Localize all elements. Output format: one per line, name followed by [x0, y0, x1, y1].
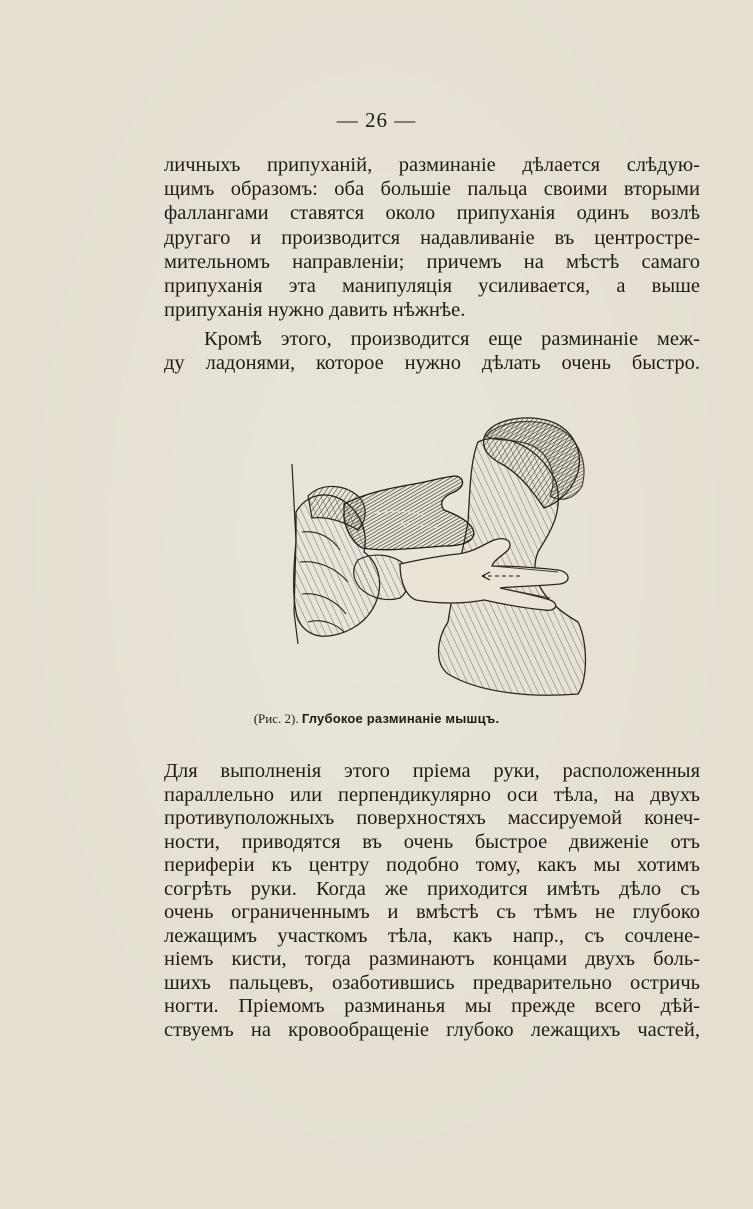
second-paragraph	[164, 327, 700, 375]
text-line: личныхъ припуханій, разминаніе дѣлается слѣдую-	[164, 154, 700, 176]
text-line: мительномъ направленіи; причемъ на мѣстѣ самаго	[164, 250, 700, 273]
text-line: ду ладонями, которое нужно дѣлать очень быстро.	[164, 352, 700, 375]
top-paragraph	[164, 153, 700, 322]
text-line: фаллангами ставятся около припуханія одинъ возлѣ	[164, 202, 700, 225]
text-line: противуположныхъ поверхностяхъ массируемой конеч-	[164, 807, 700, 830]
bottom-paragraph	[164, 760, 700, 1043]
text-line: лежащимъ участкомъ тѣла, какъ напр., съ сочлене-	[164, 924, 700, 947]
text-line: Кромѣ этого, производится еще разминаніе меж-	[204, 328, 700, 350]
text-line: ніемъ кисти, тогда разминаютъ концами двухъ боль-	[164, 948, 700, 971]
figure-caption	[0, 711, 753, 727]
figure-illustration	[288, 412, 600, 700]
text-line: ности, приводятся въ очень быстрое движеніе отъ	[164, 830, 700, 853]
text-line: припуханія эта манипуляція усиливается, а выше	[164, 274, 700, 297]
text-line: шихъ пальцевъ, озаботившись предварительно остричь	[164, 971, 700, 994]
text-line: ствуемъ на кровообращеніе глубоко лежащихъ частей,	[164, 1019, 700, 1042]
text-line: ногти. Пріемомъ разминанья мы прежде всего дѣй-	[164, 995, 700, 1018]
caption-title: Глубокое разминаніе мышцъ.	[301, 711, 500, 726]
text-line: согрѣть руки. Когда же приходится имѣть дѣло съ	[164, 877, 700, 900]
text-line: другаго и производится надавливаніе въ центростре-	[164, 226, 700, 249]
text-line: параллельно или перпендикулярно оси тѣла, на двухъ	[164, 783, 700, 806]
text-line: щимъ образомъ: оба большіе пальца своими вторыми	[164, 178, 700, 201]
massage-hands-engraving	[288, 412, 600, 700]
text-line: очень ограниченнымъ и вмѣстѣ съ тѣмъ не глубоко	[164, 901, 700, 924]
text-line: припуханія нужно давить нѣжнѣе.	[164, 299, 466, 322]
text-line: периферіи къ центру подобно тому, какъ мы хотимъ	[164, 854, 700, 877]
page-number: — 26 —	[336, 108, 417, 132]
text-line: Для выполненія этого пріема руки, расположенныя	[164, 760, 700, 782]
caption-label: (Рис. 2).	[253, 711, 299, 726]
